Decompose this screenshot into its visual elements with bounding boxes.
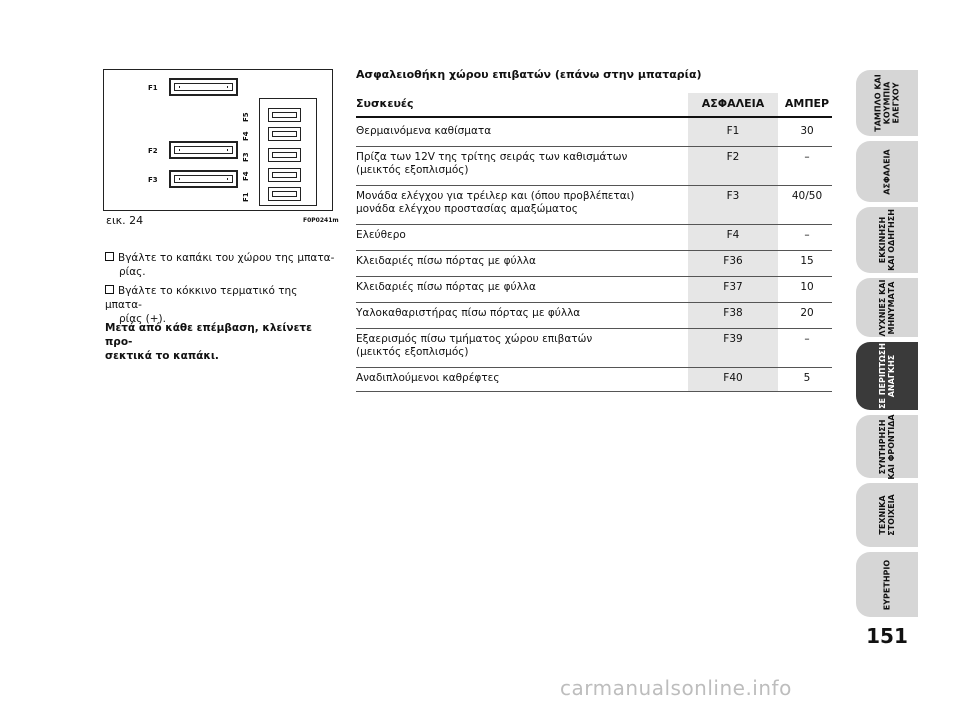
header-rule	[356, 116, 832, 118]
header-device: Συσκευές	[356, 97, 414, 110]
table-row-device: Αναδιπλούμενοι καθρέφτες	[356, 372, 500, 384]
fuse-box-figure	[103, 69, 333, 211]
big-fuse-f3	[169, 170, 238, 188]
table-row-amp: –	[804, 333, 810, 345]
section-tab[interactable]	[856, 207, 918, 273]
table-row-amp: 20	[800, 307, 814, 319]
mini-fuse	[268, 127, 301, 141]
table-row-amp: 30	[800, 125, 814, 137]
section-tab[interactable]	[856, 483, 918, 547]
watermark: carmanualsonline.info	[560, 676, 792, 700]
mini-fuse-block	[259, 98, 317, 206]
table-row-device: Κλειδαριές πίσω πόρτας με φύλλα	[356, 281, 536, 293]
checkbox-bullet-icon	[105, 252, 114, 261]
section-tab-label: ΕΚΚΙΝΗΣΗ ΚΑΙ ΟΔΗΓΗΣΗ	[878, 209, 896, 271]
mini-fuse-label: F5	[242, 112, 250, 122]
table-row-fuse: F2	[726, 151, 740, 163]
table-row-fuse: F1	[726, 125, 740, 137]
table-row-fuse: F3	[726, 190, 740, 202]
table-row-fuse: F39	[723, 333, 743, 345]
table-row-device: Υαλοκαθαριστήρας πίσω πόρτας με φύλλα	[356, 307, 581, 319]
table-title: Ασφαλειοθήκη χώρου επιβατών (επάνω στην μπαταρία)	[356, 68, 702, 81]
table-row-fuse: F38	[723, 307, 743, 319]
section-tab-label: ΤΑΜΠΛΟ ΚΑΙ ΚΟΥΜΠΙΑ ΕΛΕΓΧΟΥ	[873, 74, 901, 132]
table-row-amp: 40/50	[791, 190, 823, 202]
section-tab[interactable]	[856, 141, 918, 202]
fuse-column-shade	[688, 93, 778, 391]
mini-fuse	[268, 168, 301, 182]
section-tab-label: ΣΕ ΠΕΡΙΠΤΩΣΗ ΑΝΑΓΚΗΣ	[878, 343, 896, 409]
table-row-amp: 5	[803, 372, 811, 384]
fuse-label-f3: F3	[148, 176, 158, 184]
table-row-amp: 15	[800, 255, 814, 267]
header-amp: ΑΜΠΕΡ	[784, 97, 830, 110]
table-row-device: Μονάδα ελέγχου για τρέιλερ και (όπου προβλέπεται) μονάδα ελέγχου προστασίας αμαξώματος	[356, 190, 635, 215]
warning-text: Μετά από κάθε επέμβαση, κλείνετε προ- σεκτικά το καπάκι.	[105, 322, 312, 362]
figure-caption: εικ. 24	[106, 214, 144, 227]
section-tab-label: ΑΣΦΑΛΕΙΑ	[882, 148, 892, 195]
row-rule	[356, 146, 832, 147]
row-rule	[356, 367, 832, 368]
big-fuse-f1	[169, 78, 238, 96]
table-row-device: Θερμαινόμενα καθίσματα	[356, 125, 492, 137]
mini-fuse-label: F4	[242, 131, 250, 141]
big-fuse-f2	[169, 141, 238, 159]
header-fuse: ΑΣΦΑΛΕΙΑ	[701, 97, 765, 110]
mini-fuse-label: F3	[242, 152, 250, 162]
instruction-bullet: Βγάλτε το κόκκινο τερματικό της μπατα- ρίας (+).	[105, 285, 298, 325]
table-row-device: Κλειδαριές πίσω πόρτας με φύλλα	[356, 255, 536, 267]
section-tab-label: ΣΥΝΤΗΡΗΣΗ ΚΑΙ ΦΡΟΝΤΙΔΑ	[878, 413, 896, 480]
section-tab[interactable]	[856, 415, 918, 478]
table-row-amp: –	[804, 151, 810, 163]
row-rule	[356, 224, 832, 225]
mini-fuse-label: F4	[242, 171, 250, 181]
row-rule	[356, 185, 832, 186]
table-row-amp: –	[804, 229, 810, 241]
mini-fuse-label: F1	[242, 192, 250, 202]
figure-code: F0P0241m	[303, 217, 339, 224]
table-row-device: Εξαερισμός πίσω τμήματος χώρου επιβατών (μεικτός εξοπλισμός)	[356, 333, 593, 358]
mini-fuse	[268, 148, 301, 162]
table-row-device: Πρίζα των 12V της τρίτης σειράς των καθισμάτων (μεικτός εξοπλισμός)	[356, 151, 628, 176]
section-tab[interactable]	[856, 552, 918, 617]
table-row-device: Ελεύθερο	[356, 229, 406, 241]
section-tab[interactable]	[856, 342, 918, 410]
section-tab[interactable]	[856, 70, 918, 136]
row-rule	[356, 276, 832, 277]
section-tab-label: ΕΥΡΕΤΗΡΙΟ	[882, 559, 892, 610]
page-number: 151	[866, 624, 908, 648]
fuse-label-f1: F1	[148, 84, 158, 92]
amp-column-bg	[782, 93, 832, 391]
table-row-fuse: F40	[723, 372, 743, 384]
row-rule	[356, 302, 832, 303]
table-row-fuse: F36	[723, 255, 743, 267]
row-rule	[356, 250, 832, 251]
mini-fuse	[268, 108, 301, 122]
section-tab[interactable]	[856, 278, 918, 337]
section-tab-label: ΛΥΧΝΙΕΣ ΚΑΙ ΜΗΝΥΜΑΤΑ	[878, 279, 896, 336]
mini-fuse	[268, 187, 301, 201]
table-row-fuse: F37	[723, 281, 743, 293]
instruction-bullet: Βγάλτε το καπάκι του χώρου της μπατα- ρίας.	[105, 251, 335, 279]
row-rule	[356, 391, 832, 392]
section-tab-label: ΤΕΧΝΙΚΑ ΣΤΟΙΧΕΙΑ	[878, 494, 896, 536]
table-row-fuse: F4	[726, 229, 740, 241]
row-rule	[356, 328, 832, 329]
table-row-amp: 10	[800, 281, 814, 293]
fuse-label-f2: F2	[148, 147, 158, 155]
checkbox-bullet-icon	[105, 285, 114, 294]
